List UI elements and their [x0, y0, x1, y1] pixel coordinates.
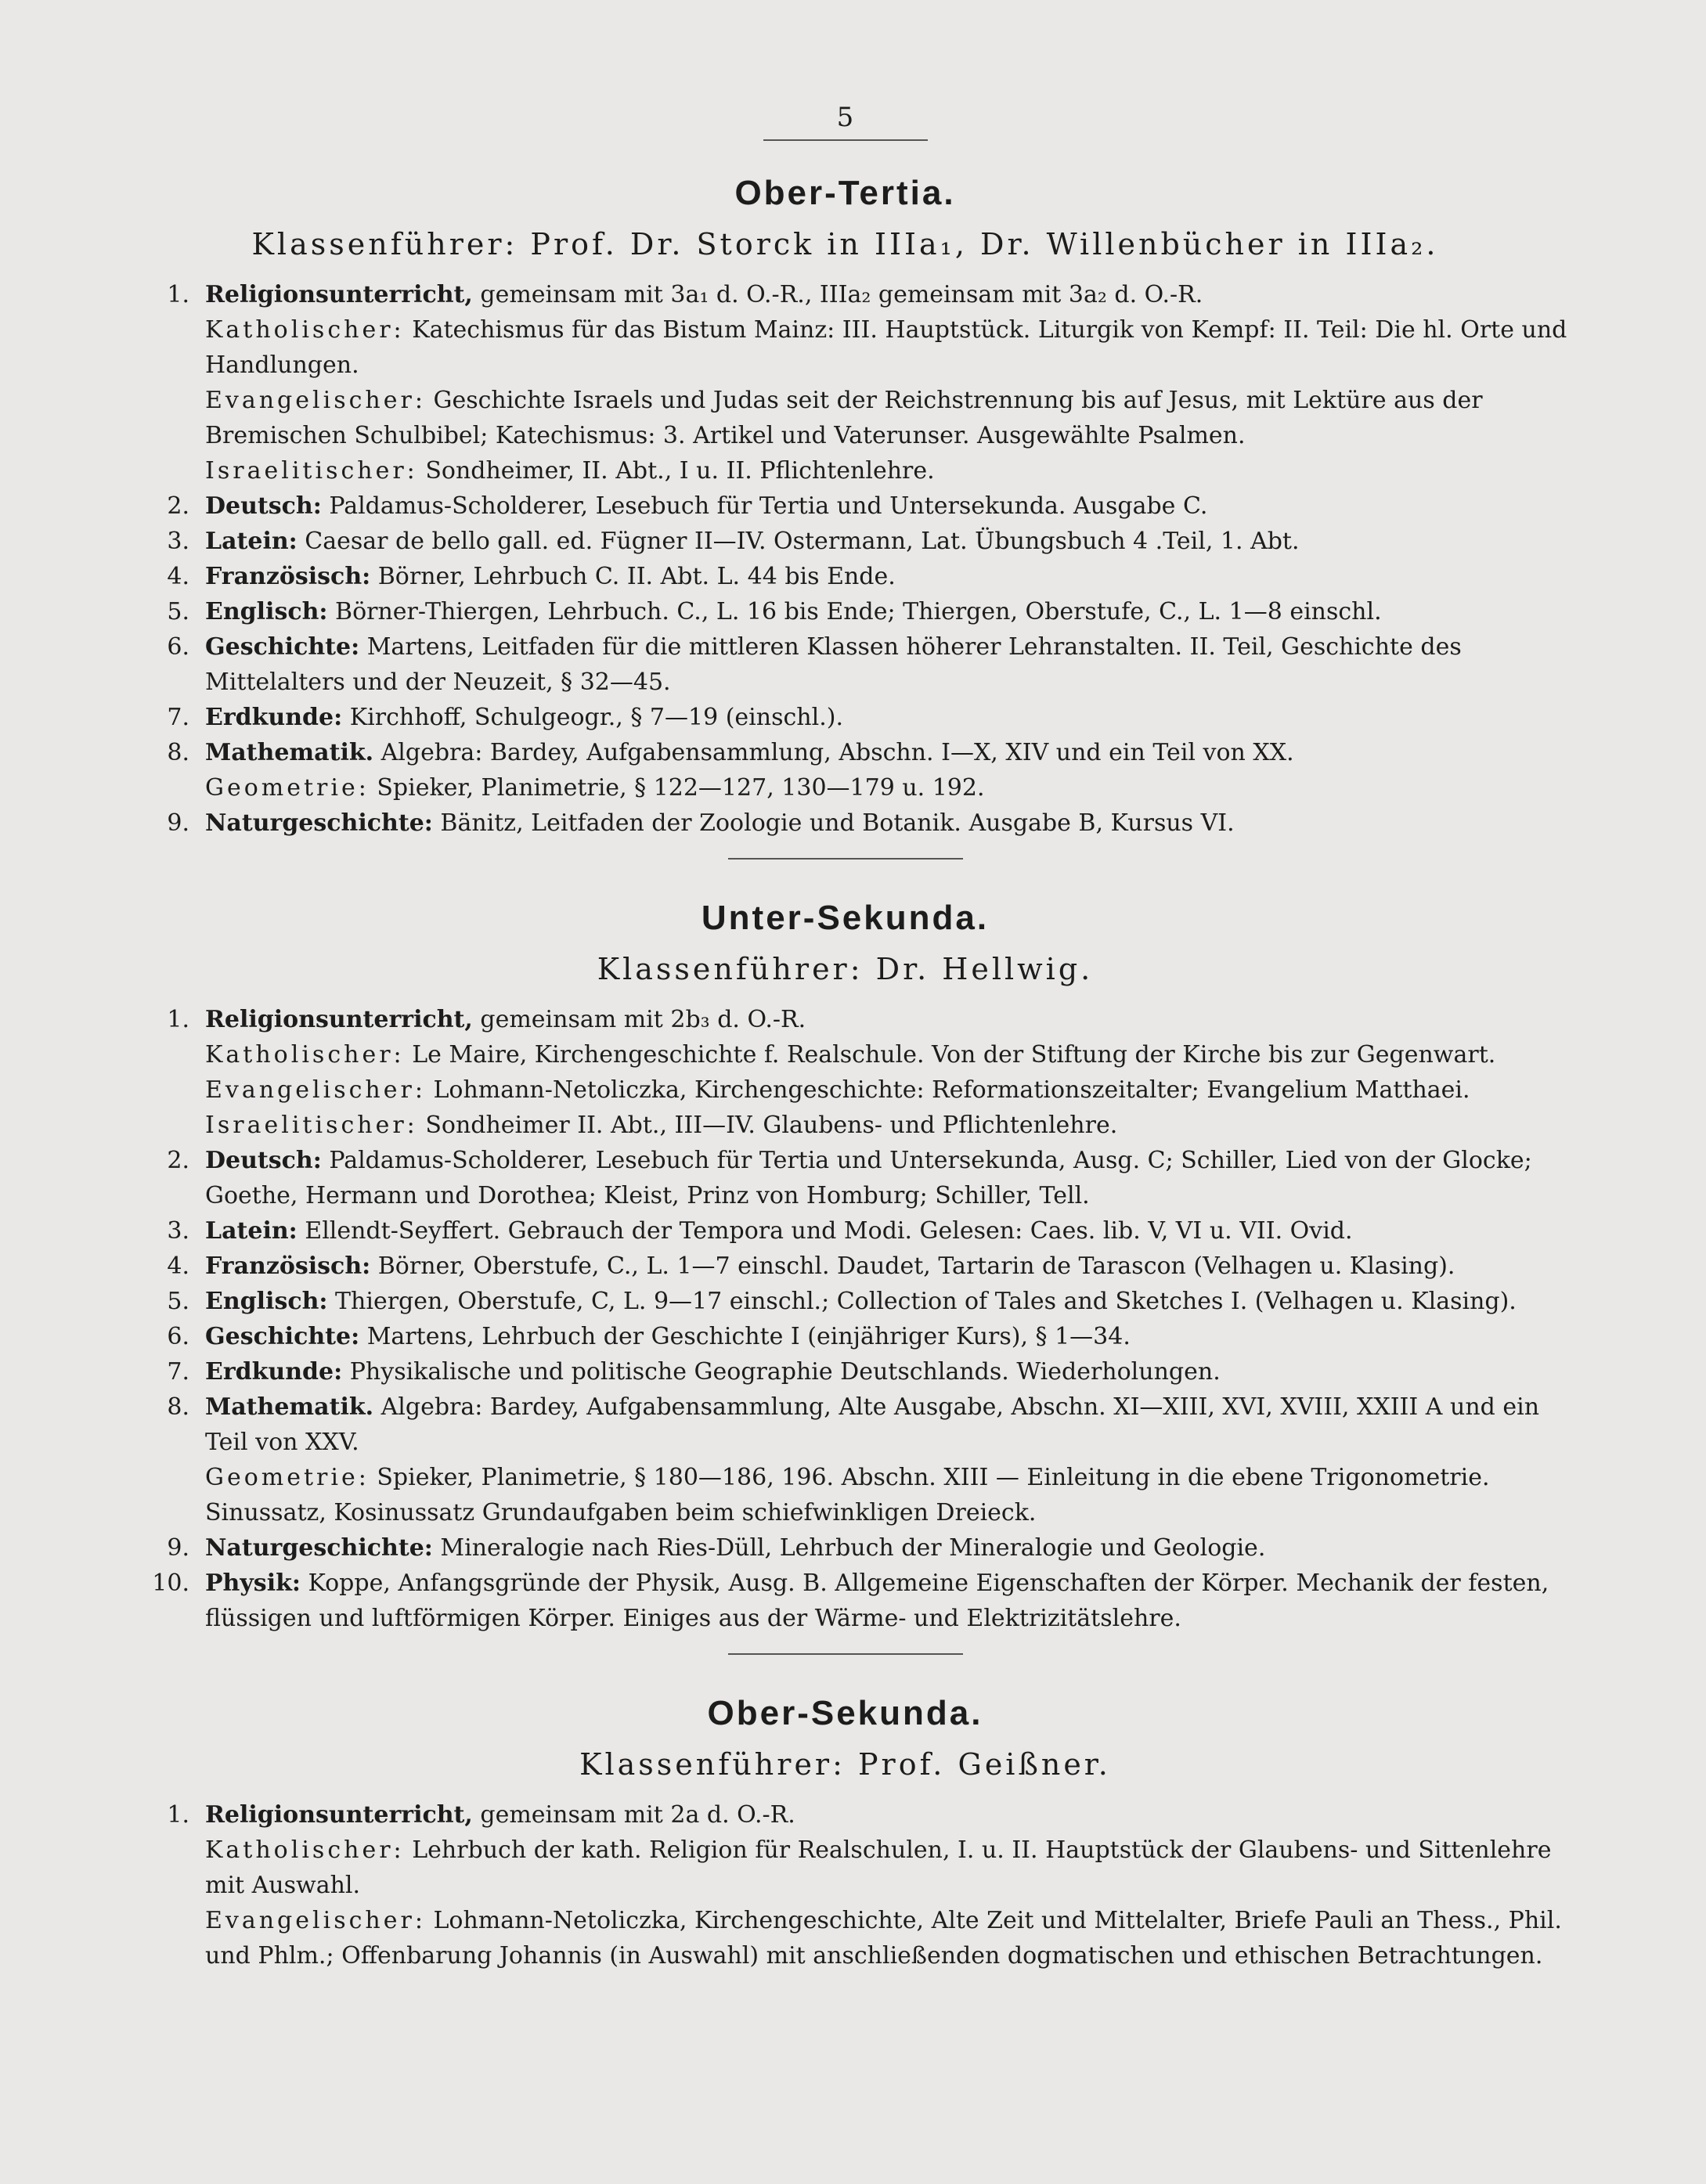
section-title: Ober-Sekunda.	[707, 1694, 983, 1732]
subentry-text: Katechismus für das Bistum Mainz: III. Hauptstück. Liturgik von Kempf: II. Teil: Die hl. Orte und Handlungen.	[205, 316, 1567, 379]
subject-text: Mineralogie nach Ries-Düll, Lehrbuch der Mineralogie und Geologie.	[432, 1534, 1266, 1562]
class-leader: Klassenführer: Dr. Hellwig.	[597, 952, 1094, 986]
subject-name: Englisch:	[205, 598, 328, 625]
subject-number: 4.	[167, 1252, 189, 1280]
subject-text: gemeinsam mit 3a₁ d. O.-R., IIIa₂ gemeinsam mit 3a₂ d. O.-R.	[472, 281, 1203, 308]
subject-subentry	[117, 383, 1573, 453]
subject-text: Paldamus-Scholderer, Lesebuch für Tertia und Untersekunda, Ausg. C; Schiller, Lied von der Glocke; Goethe, Hermann und Dorothea; Kleist, Prinz von Homburg; Schiller, Tell.	[205, 1147, 1532, 1209]
subject-entry	[117, 1530, 1573, 1566]
class-leader: Klassenführer: Prof. Dr. Storck in IIIa₁, Dr. Willenbücher in IIIa₂.	[251, 227, 1439, 261]
top-divider	[763, 139, 928, 141]
subject-entry	[117, 1319, 1573, 1354]
subject-entry	[117, 1213, 1573, 1249]
subject-entry	[117, 594, 1573, 629]
subject-text: Algebra: Bardey, Aufgabensammlung, Abschn. I—X, XIV und ein Teil von XX.	[373, 739, 1294, 766]
subject-name: Französisch:	[205, 563, 371, 590]
subject-name: Religionsunterricht,	[205, 1801, 473, 1829]
subject-entry	[117, 1389, 1573, 1460]
subject-number: 2.	[167, 1147, 189, 1174]
subject-number: 9.	[167, 809, 189, 837]
subject-name: Englisch:	[205, 1288, 328, 1315]
subentry-text: Spieker, Planimetrie, § 180—186, 196. Abschn. XIII — Einleitung in die ebene Trigonometrie. Sinussatz, Kosinussatz Grundaufgaben beim schiefwinkligen Dreieck.	[205, 1464, 1490, 1526]
subject-number: 2.	[167, 492, 189, 520]
sections-container	[117, 174, 1573, 1973]
subject-text: Algebra: Bardey, Aufgabensammlung, Alte Ausgabe, Abschn. XI—XIII, XVI, XVIII, XXIII A und ein Teil von XXV.	[205, 1393, 1540, 1456]
subentry-text: Sondheimer II. Abt., III—IV. Glaubens- und Pflichtenlehre.	[417, 1112, 1118, 1139]
subject-number: 1.	[167, 281, 189, 308]
subject-subentry	[117, 312, 1573, 383]
subject-name: Deutsch:	[205, 1147, 322, 1174]
subject-name: Religionsunterricht,	[205, 1006, 473, 1033]
subject-number: 7.	[167, 1358, 189, 1386]
subject-text: gemeinsam mit 2a d. O.-R.	[472, 1801, 795, 1829]
subject-name: Mathematik.	[205, 1393, 374, 1421]
subentry-text: Geschichte Israels und Judas seit der Reichstrennung bis auf Jesus, mit Lektüre aus der Bremischen Schulbibel; Katechismus: 3. Artikel und Vaterunser. Ausgewählte Psalmen.	[205, 387, 1483, 449]
subject-text: gemeinsam mit 2b₃ d. O.-R.	[472, 1006, 806, 1033]
subject-number: 5.	[167, 598, 189, 625]
subject-number: 8.	[167, 739, 189, 766]
subject-text: Thiergen, Oberstufe, C, L. 9—17 einschl.; Collection of Tales and Sketches I. (Velhagen u. Klasing).	[327, 1288, 1517, 1315]
subject-entry	[117, 277, 1573, 312]
subject-number: 8.	[167, 1393, 189, 1421]
subject-subentry	[117, 1460, 1573, 1530]
subject-name: Geschichte:	[205, 633, 360, 661]
subject-entry	[117, 559, 1573, 594]
subject-subentry	[117, 1108, 1573, 1143]
subject-entry	[117, 488, 1573, 524]
subject-text: Börner, Oberstufe, C., L. 1—7 einschl. Daudet, Tartarin de Tarascon (Velhagen u. Klasing).	[370, 1252, 1455, 1280]
subject-entry	[117, 524, 1573, 559]
subject-entry	[117, 1797, 1573, 1833]
subject-number: 1.	[167, 1006, 189, 1033]
subject-entry	[117, 1566, 1573, 1636]
subject-number: 9.	[167, 1534, 189, 1562]
subject-entry	[117, 629, 1573, 700]
subject-name: Französisch:	[205, 1252, 371, 1280]
subentry-label: Katholischer:	[205, 1836, 405, 1864]
subject-text: Caesar de bello gall. ed. Fügner II—IV. Ostermann, Lat. Übungsbuch 4 .Teil, 1. Abt.	[297, 528, 1300, 555]
subentry-text: Lohmann-Netoliczka, Kirchengeschichte: Reformationszeitalter; Evangelium Matthaei.	[425, 1076, 1470, 1104]
subject-number: 1.	[167, 1801, 189, 1829]
section-divider	[728, 1653, 963, 1655]
subject-subentry	[117, 1037, 1573, 1072]
subject-name: Physik:	[205, 1570, 301, 1597]
page-number: 5	[836, 102, 854, 133]
section-title: Ober-Tertia.	[734, 174, 956, 212]
subject-name: Erdkunde:	[205, 1358, 343, 1386]
subject-text: Martens, Lehrbuch der Geschichte I (einjähriger Kurs), § 1—34.	[359, 1323, 1131, 1350]
subentry-text: Sondheimer, II. Abt., I u. II. Pflichtenlehre.	[417, 457, 935, 485]
subentry-label: Geometrie:	[205, 774, 370, 802]
subentry-text: Le Maire, Kirchengeschichte f. Realschule. Von der Stiftung der Kirche bis zur Gegenwart.	[404, 1041, 1496, 1069]
subject-entry	[117, 1143, 1573, 1213]
subentry-label: Katholischer:	[205, 1041, 405, 1069]
section-divider	[728, 858, 963, 860]
subject-entry	[117, 1002, 1573, 1037]
subject-text: Bänitz, Leitfaden der Zoologie und Botanik. Ausgabe B, Kursus VI.	[432, 809, 1235, 837]
section-title: Unter-Sekunda.	[701, 899, 990, 937]
subject-number: 3.	[167, 1217, 189, 1245]
subentry-label: Evangelischer:	[205, 387, 426, 414]
subject-name: Religionsunterricht,	[205, 281, 473, 308]
subject-number: 5.	[167, 1288, 189, 1315]
subject-name: Naturgeschichte:	[205, 1534, 433, 1562]
subject-text: Paldamus-Scholderer, Lesebuch für Tertia und Untersekunda. Ausgabe C.	[321, 492, 1208, 520]
subject-subentry	[117, 1072, 1573, 1108]
subject-text: Ellendt-Seyffert. Gebrauch der Tempora und Modi. Gelesen: Caes. lib. V, VI u. VII. Ovid.	[297, 1217, 1353, 1245]
subentry-label: Evangelischer:	[205, 1907, 426, 1934]
subject-subentry	[117, 770, 1573, 805]
subject-text: Martens, Leitfaden für die mittleren Klassen höherer Lehranstalten. II. Teil, Geschichte des Mittelalters und der Neuzeit, § 32—45.	[205, 633, 1462, 696]
subject-number: 3.	[167, 528, 189, 555]
subject-entry	[117, 1354, 1573, 1389]
subject-text: Kirchhoff, Schulgeogr., § 7—19 (einschl.).	[342, 704, 843, 731]
subject-text: Koppe, Anfangsgründe der Physik, Ausg. B. Allgemeine Eigenschaften der Körper. Mechanik der festen, flüssigen und luftförmigen Körper. Einiges aus der Wärme- und Elektrizitätslehre.	[205, 1570, 1549, 1632]
subject-entry	[117, 1249, 1573, 1284]
subentry-label: Geometrie:	[205, 1464, 370, 1491]
subject-name: Erdkunde:	[205, 704, 343, 731]
subject-entry	[117, 805, 1573, 841]
subject-text: Physikalische und politische Geographie Deutschlands. Wiederholungen.	[342, 1358, 1221, 1386]
subject-subentry	[117, 1833, 1573, 1903]
subject-name: Mathematik.	[205, 739, 374, 766]
subject-number: 7.	[167, 704, 189, 731]
subject-number: 6.	[167, 1323, 189, 1350]
subject-entry	[117, 700, 1573, 735]
subject-text: Börner, Lehrbuch C. II. Abt. L. 44 bis Ende.	[370, 563, 896, 590]
subject-name: Deutsch:	[205, 492, 322, 520]
subentry-label: Israelitischer:	[205, 1112, 418, 1139]
subentry-text: Spieker, Planimetrie, § 122—127, 130—179 u. 192.	[369, 774, 985, 802]
subject-entry	[117, 735, 1573, 770]
subject-list	[117, 277, 1573, 841]
subject-number: 10.	[152, 1570, 189, 1597]
subject-subentry	[117, 453, 1573, 488]
subentry-text: Lohmann-Netoliczka, Kirchengeschichte, Alte Zeit und Mittelalter, Briefe Pauli an Thess., Phil. und Phlm.; Offenbarung Johannis (in Auswahl) mit anschließenden dogmatischen und ethischen Betrachtungen.	[205, 1907, 1562, 1970]
subject-list	[117, 1002, 1573, 1636]
subject-number: 4.	[167, 563, 189, 590]
subject-name: Latein:	[205, 1217, 298, 1245]
subentry-label: Katholischer:	[205, 316, 405, 344]
subentry-text: Lehrbuch der kath. Religion für Realschulen, I. u. II. Hauptstück der Glaubens- und Sittenlehre mit Auswahl.	[205, 1836, 1552, 1899]
subject-entry	[117, 1284, 1573, 1319]
subject-list	[117, 1797, 1573, 1973]
subject-name: Geschichte:	[205, 1323, 360, 1350]
class-leader: Klassenführer: Prof. Geißner.	[579, 1747, 1111, 1782]
subject-subentry	[117, 1903, 1573, 1973]
subentry-label: Evangelischer:	[205, 1076, 426, 1104]
subject-number: 6.	[167, 633, 189, 661]
subject-name: Latein:	[205, 528, 298, 555]
subject-text: Börner-Thiergen, Lehrbuch. C., L. 16 bis Ende; Thiergen, Oberstufe, C., L. 1—8 einschl.	[327, 598, 1382, 625]
subentry-label: Israelitischer:	[205, 457, 418, 485]
subject-name: Naturgeschichte:	[205, 809, 433, 837]
